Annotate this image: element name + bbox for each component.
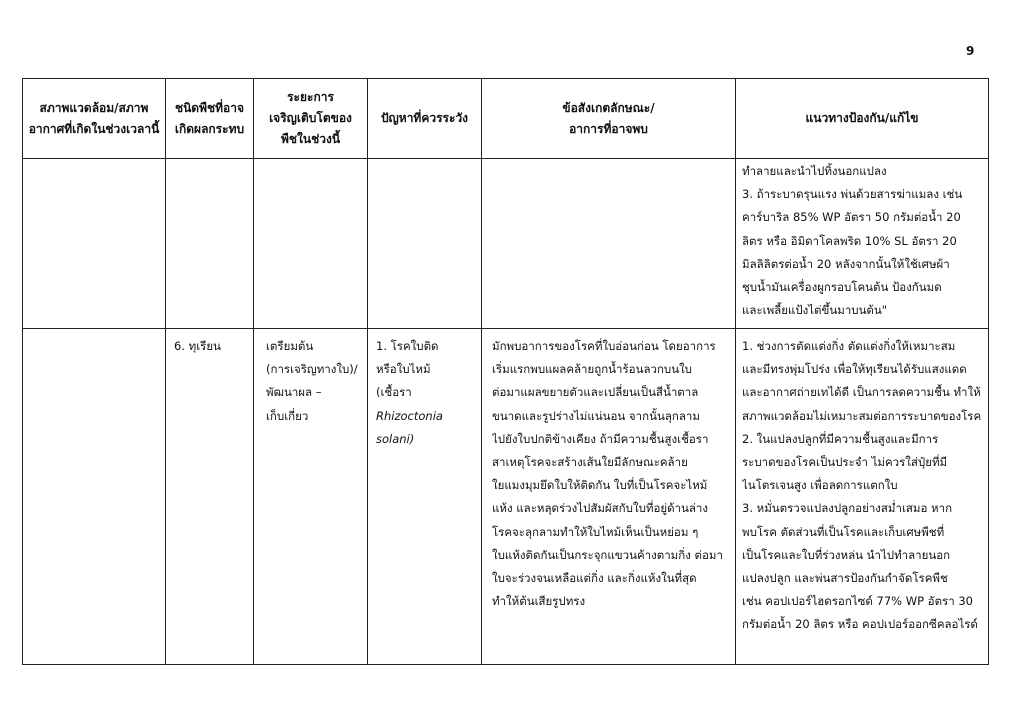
header-environment (23, 79, 166, 159)
text-line: ขนาดและรูปร่างไม่แน่นอน จากนั้นลุกลาม (492, 408, 700, 423)
text-line: และมีทรงพุ่มโปร่ง เพื่อให้ทุเรียนได้รับแสงแดด (742, 362, 967, 377)
text-line: 1. ช่วงการตัดแต่งกิ่ง ตัดแต่งกิ่งให้เหมาะสม (742, 339, 956, 353)
text-line: เช่น คอปเปอร์ไฮดรอกไซด์ 77% WP อัตรา 30 (742, 594, 973, 609)
cell-observation-empty (482, 159, 736, 329)
cell-observation (482, 329, 736, 665)
header-stage (254, 79, 368, 159)
text-line: หรือใบไหม้ (376, 362, 431, 377)
table-header-row (23, 79, 989, 159)
crop-name: 6. ทุเรียน (174, 339, 221, 353)
header-stage-line: เจริญเติบโตของ (269, 111, 352, 125)
text-line: กรัมต่อน้ำ 20 ลิตร หรือ คอปเปอร์ออกซีคลอไรด์ (742, 617, 978, 632)
text-line: มักพบอาการของโรคที่ใบอ่อนก่อน โดยอาการ (492, 339, 716, 353)
header-environment-line: สภาพแวดล้อม/สภาพ (39, 100, 149, 115)
text-line: 3. หมั่นตรวจแปลงปลูกอย่างสม่ำเสมอ หาก (742, 501, 953, 516)
text-line: สภาพแวดล้อมไม่เหมาะสมต่อการระบาดของโรค (742, 408, 982, 423)
text-line: ต่อมาแผลขยายตัวและเปลี่ยนเป็นสีน้ำตาล (492, 385, 699, 400)
cell-prevention-continued (736, 159, 989, 329)
table-row-continued (23, 159, 989, 329)
header-observation (482, 79, 736, 159)
header-prevention-line: แนวทางป้องกัน/แก้ไข (805, 111, 919, 125)
text-line: คาร์บาริล 85% WP อัตรา 50 กรัมต่อน้ำ 20 (742, 210, 961, 225)
text-line: พัฒนาผล – (266, 385, 322, 400)
text-line: สาเหตุโรคจะสร้างเส้นใยมีลักษณะคล้าย (492, 455, 688, 470)
header-observation-line: อาการที่อาจพบ (569, 121, 648, 136)
text-line: เตรียมต้น (266, 339, 314, 353)
text-line: (เชื้อรา (376, 385, 412, 400)
header-problem (368, 79, 482, 159)
text-line: ระบาดของโรคเป็นประจำ ไม่ควรใส่ปุ๋ยที่มี (742, 455, 948, 470)
text-line: และอากาศถ่ายเทได้ดี เป็นการลดความชื้น ทำให้ (742, 385, 981, 400)
text-line: เก็บเกี่ยว (266, 408, 309, 423)
text-line: เริ่มแรกพบแผลคล้ายถูกน้ำร้อนลวกบนใบ (492, 362, 692, 377)
cell-stage (254, 329, 368, 665)
header-stage-line: พืชในช่วงนี้ (280, 132, 341, 146)
table-row-durian (23, 329, 989, 665)
text-line: เป็นโรคและใบที่ร่วงหล่น นำไปทำลายนอก (742, 547, 951, 562)
text-line: ใบแห้งติดกันเป็นกระจุกแขวนค้างตามกิ่ง ต่อมา (492, 547, 723, 562)
text-line: (การเจริญทางใบ)/ (266, 362, 358, 377)
cell-environment-empty (23, 329, 166, 665)
header-prevention (736, 79, 989, 159)
text-line: solani) (376, 431, 415, 446)
header-crop (166, 79, 254, 159)
header-crop-line: เกิดผลกระทบ (174, 121, 245, 136)
page-number: 9 (966, 44, 975, 58)
text-line: ทำลายและนำไปทิ้งนอกแปลง (742, 164, 887, 178)
text-line: โรคจะลุกลามทำให้ใบไหม้เห็นเป็นหย่อม ๆ (492, 524, 699, 539)
cell-problem (368, 329, 482, 665)
header-crop-line: ชนิดพืชที่อาจ (174, 100, 245, 115)
text-line: มิลลิลิตรต่อน้ำ 20 หลังจากนั้นให้ใช้เศษผ้า (742, 256, 950, 271)
text-line: Rhizoctonia (376, 408, 443, 423)
text-line: ไปยังใบปกติข้างเคียง ถ้ามีความชื้นสูงเชื้อรา (492, 431, 709, 446)
guideline-table (22, 78, 989, 665)
header-environment-line: อากาศที่เกิดในช่วงเวลานี้ (28, 121, 160, 136)
header-stage-line: ระยะการ (287, 90, 334, 104)
cell-environment-empty (23, 159, 166, 329)
text-line: แห้ง และหลุดร่วงไปสัมผัสกับใบที่อยู่ด้านล่าง (492, 501, 708, 516)
text-line: ใยแมงมุมยึดใบให้ติดกัน ใบที่เป็นโรคจะไหม้ (492, 478, 708, 493)
text-line: ชุบน้ำมันเครื่องผูกรอบโคนต้น ป้องกันมด (742, 280, 942, 295)
cell-crop (166, 329, 254, 665)
text-line: พบโรค ตัดส่วนที่เป็นโรคและเก็บเศษพืชที่ (742, 524, 945, 539)
text-line: 1. โรคใบติด (376, 339, 439, 353)
header-problem-line: ปัญหาที่ควรระวัง (380, 111, 469, 125)
text-line: 3. ถ้าระบาดรุนแรง พ่นด้วยสารฆ่าแมลง เช่น (742, 187, 963, 202)
header-observation-line: ข้อสังเกตลักษณะ/ (562, 100, 655, 115)
text-line: และเพลี้ยแป้งไต่ขึ้นมาบนต้น" (742, 303, 888, 318)
text-line: แปลงปลูก และพ่นสารป้องกันกำจัดโรคพืช (742, 571, 948, 586)
text-line: ไนโตรเจนสูง เพื่อลดการแตกใบ (742, 478, 898, 493)
text-line: ทำให้ต้นเสียรูปทรง (492, 594, 586, 609)
text-line: ใบจะร่วงจนเหลือแต่กิ่ง และกิ่งแห้งในที่สุด (492, 571, 697, 586)
cell-prevention (736, 329, 989, 665)
text-line: ลิตร หรือ อิมิดาโคลพริด 10% SL อัตรา 20 (742, 233, 957, 248)
cell-problem-empty (368, 159, 482, 329)
cell-crop-empty (166, 159, 254, 329)
cell-stage-empty (254, 159, 368, 329)
text-line: 2. ในแปลงปลูกที่มีความชื้นสูงและมีการ (742, 431, 939, 446)
